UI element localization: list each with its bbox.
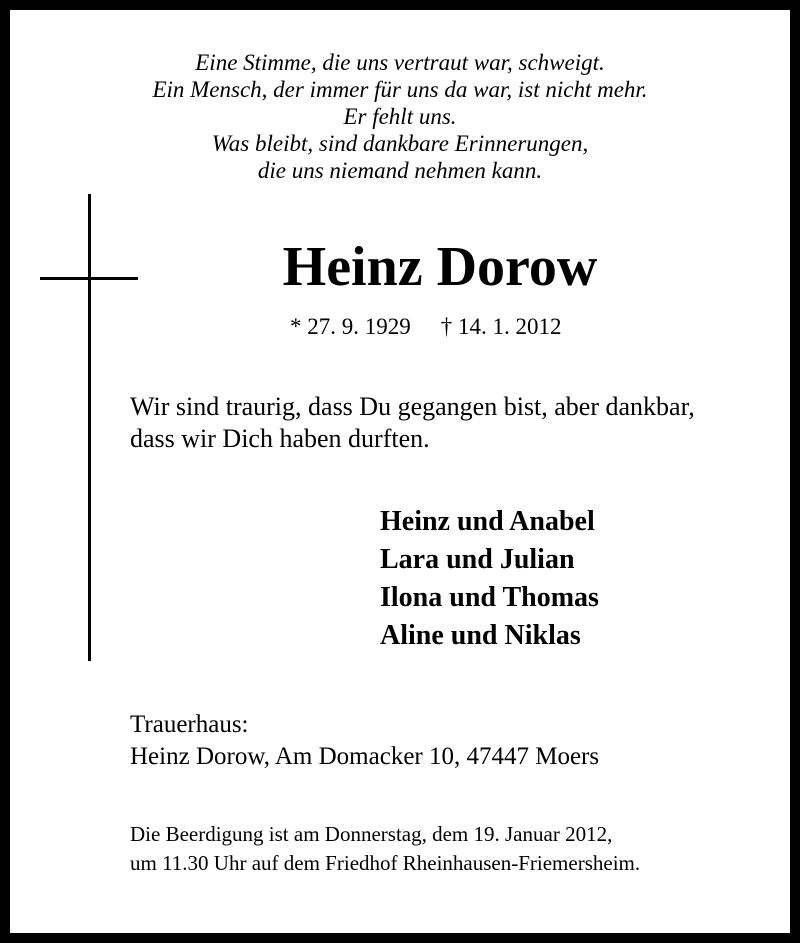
- poem-line: Eine Stimme, die uns vertraut war, schweigt.: [195, 50, 605, 75]
- mourning-house-label: Trauerhaus:: [130, 711, 249, 738]
- birth-date: * 27. 9. 1929: [290, 314, 411, 339]
- family-signatures: [380, 503, 599, 655]
- life-dates: [290, 313, 562, 341]
- poem-line: Was bleibt, sind dankbare Erinnerungen,: [211, 131, 589, 156]
- family-line: Heinz und Anabel: [380, 506, 595, 537]
- deceased-name: Heinz Dorow: [282, 236, 598, 298]
- message-line: dass wir Dich haben durften.: [130, 424, 430, 453]
- family-line: Aline und Niklas: [380, 620, 581, 651]
- death-date: † 14. 1. 2012: [440, 314, 562, 339]
- poem-line: Ein Mensch, der immer für uns da war, ist nicht mehr.: [152, 77, 648, 102]
- memorial-poem: [0, 49, 800, 184]
- funeral-line: Die Beerdigung ist am Donnerstag, dem 19. Januar 2012,: [130, 822, 613, 846]
- funeral-notice: [130, 820, 640, 878]
- message-line: Wir sind traurig, dass Du gegangen bist, aber dankbar,: [130, 392, 695, 421]
- poem-line: die uns niemand nehmen kann.: [257, 158, 543, 183]
- family-line: Ilona und Thomas: [380, 582, 599, 613]
- mourning-house: [130, 709, 599, 773]
- family-line: Lara und Julian: [380, 544, 575, 575]
- farewell-message: [130, 391, 770, 455]
- poem-line: Er fehlt uns.: [343, 104, 457, 129]
- mourning-house-address: Heinz Dorow, Am Domacker 10, 47447 Moers: [130, 743, 600, 770]
- funeral-line: um 11.30 Uhr auf dem Friedhof Rheinhausen-Friemersheim.: [130, 851, 641, 875]
